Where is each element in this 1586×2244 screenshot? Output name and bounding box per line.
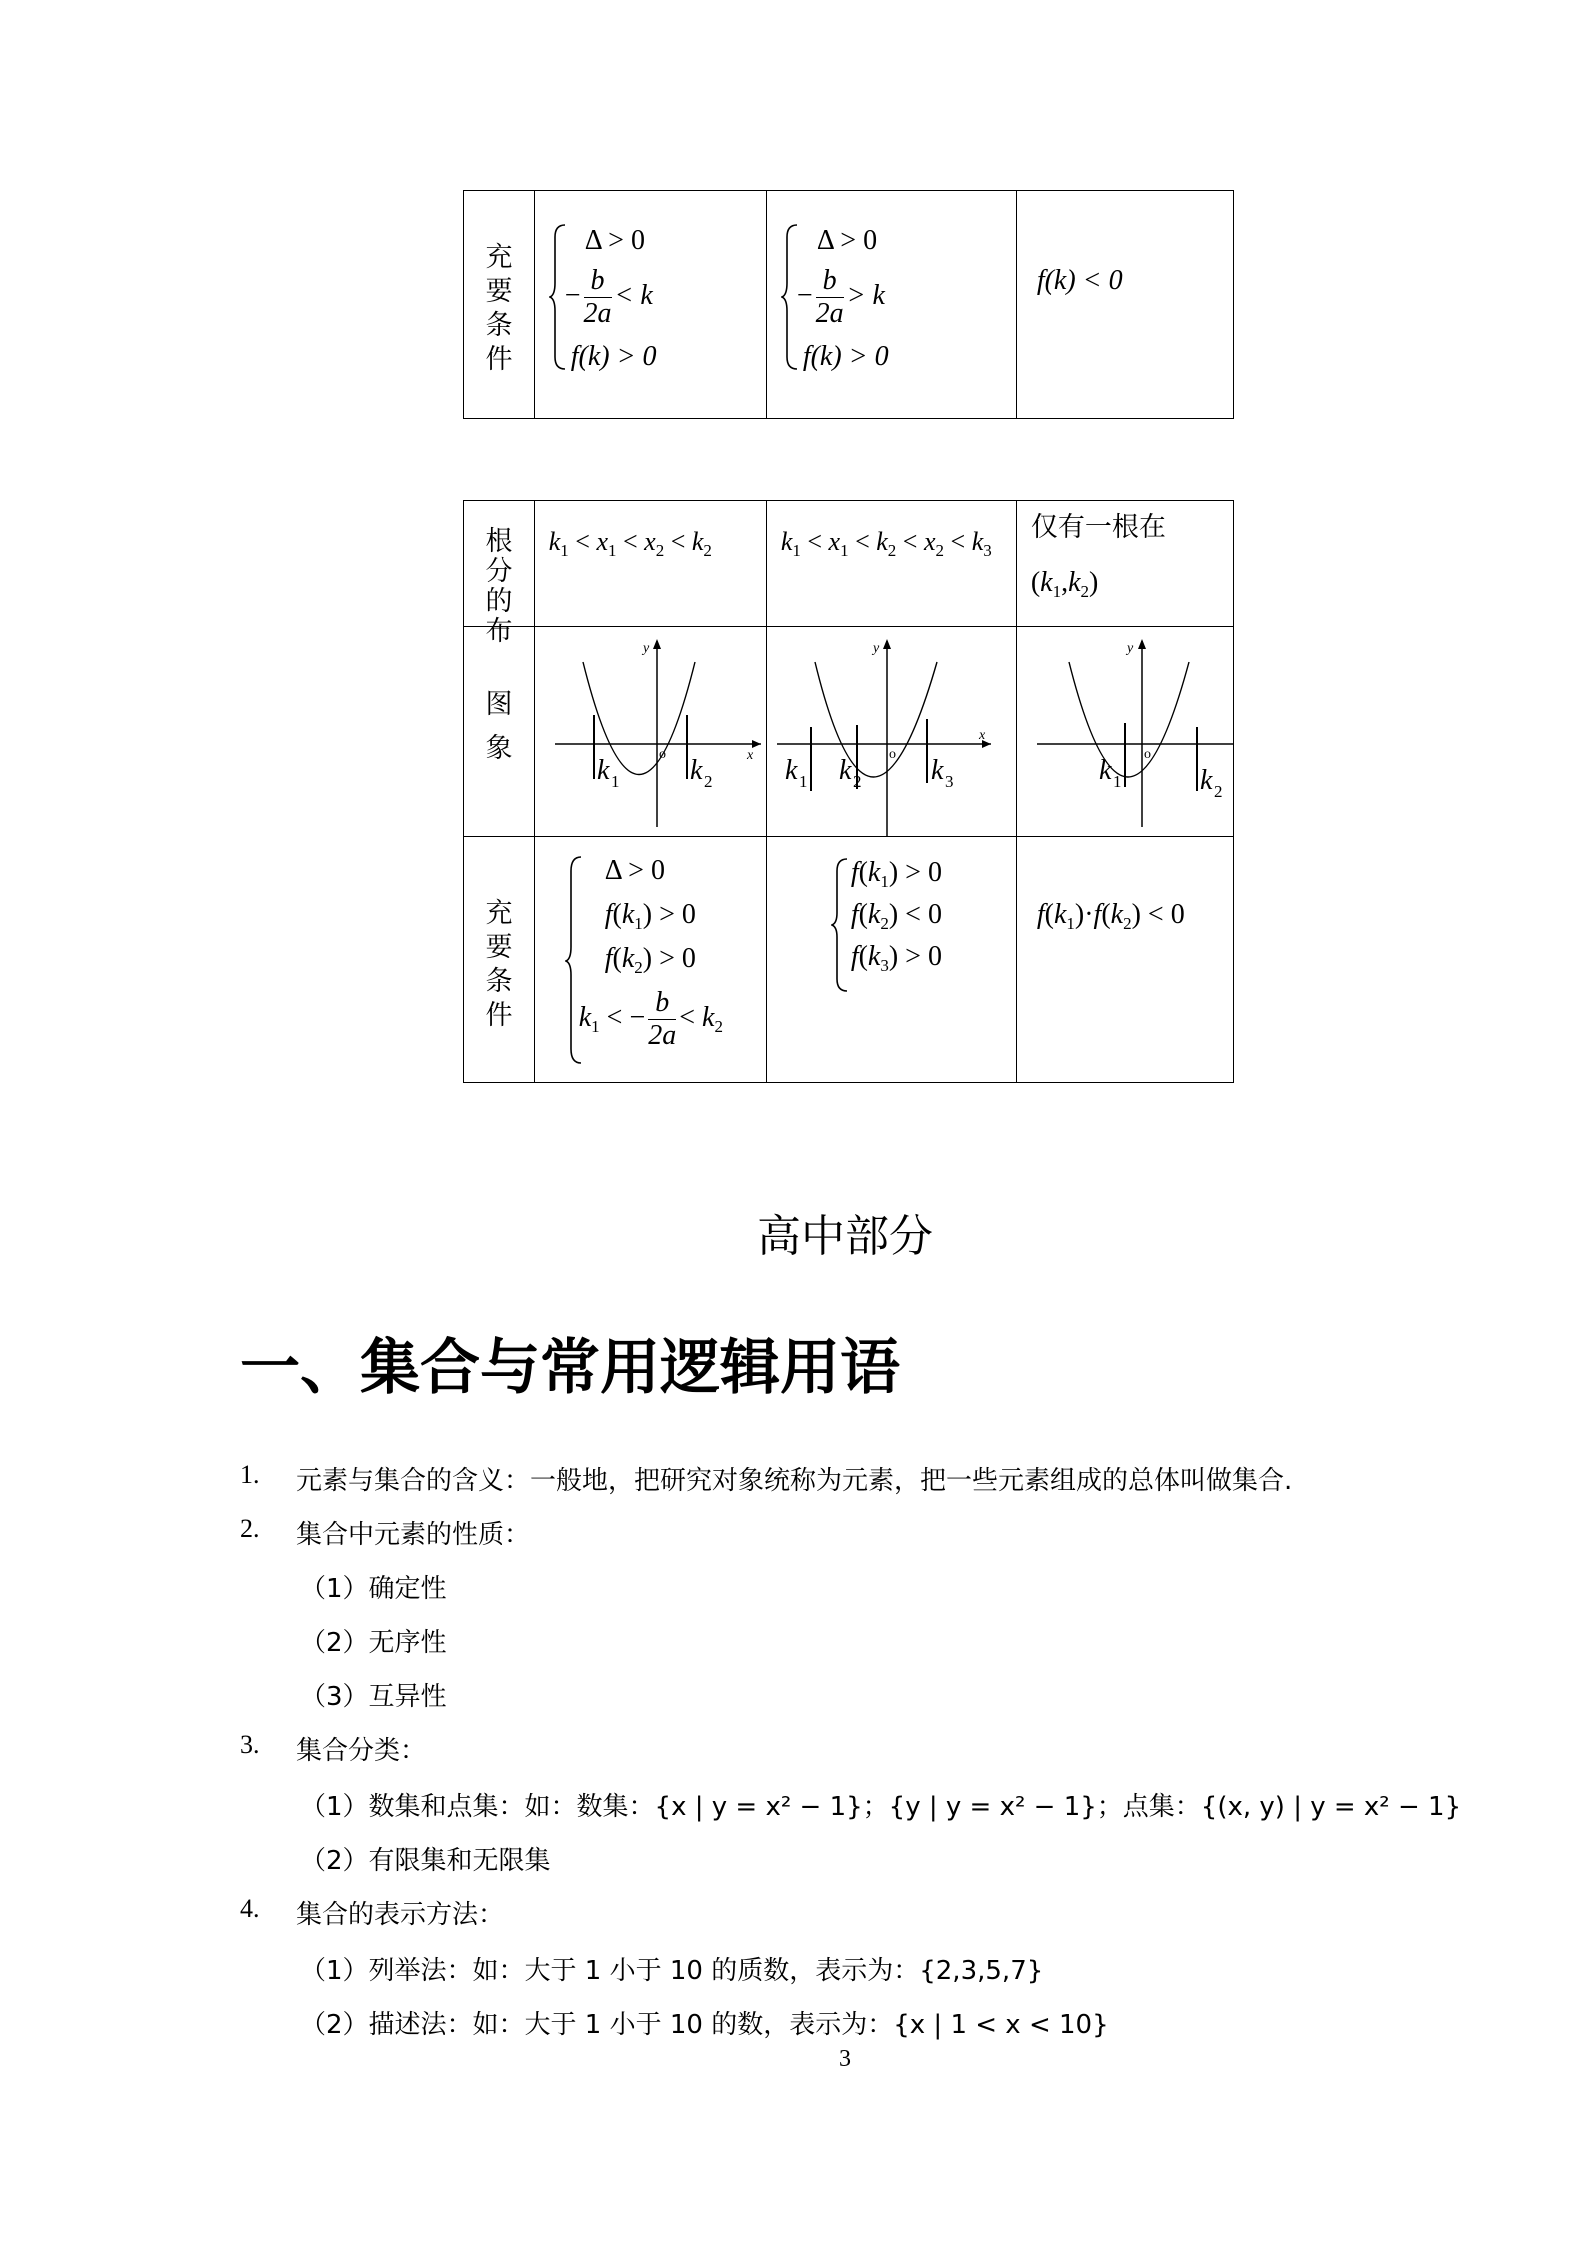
page-number: 3: [839, 2046, 851, 2072]
sub-item: （2）描述法：如：大于 1 小于 10 的数，表示为：{x | 1 < x < 10}: [300, 2010, 1109, 2040]
sub-item: （1）确定性: [300, 1574, 447, 1604]
graph-cell-1: [534, 627, 766, 837]
t1c2-line1: Δ > 0: [816, 225, 878, 256]
svg-text:3: 3: [944, 772, 954, 791]
c3-head-line2: $(k_1,k_2)$: [1030, 567, 1099, 601]
t1c2-line3: f(k) > 0: [802, 341, 889, 372]
svg-text:k: k: [689, 755, 703, 786]
label-cell: [464, 191, 535, 419]
svg-text:x: x: [978, 728, 986, 743]
svg-text:y: y: [872, 641, 880, 656]
conditions-table-top: [463, 190, 1234, 419]
svg-text:2: 2: [852, 772, 862, 791]
item-4-num: 4.: [240, 1894, 260, 1923]
item-2-num: 2.: [240, 1514, 260, 1543]
svg-text:1: 1: [1112, 772, 1122, 791]
parabola-graph-3: [1017, 627, 1234, 837]
svg-text:x: x: [746, 748, 753, 763]
svg-text:y: y: [642, 641, 649, 656]
sub-item: （2）有限集和无限集: [300, 1846, 551, 1876]
c2-cond-3: $f(k_3) > 0$: [850, 941, 942, 975]
parabola-graph-1: [535, 627, 767, 837]
item-1-num: 1.: [240, 1460, 260, 1489]
t2-c2-cond: [766, 837, 1016, 1083]
c1-head-text: $k_1 < x_1 < x_2 < k_2$: [548, 527, 712, 560]
svg-text:y: y: [1126, 641, 1134, 656]
t2-c1-cond: [534, 837, 766, 1083]
svg-text:2: 2: [703, 772, 713, 791]
row2-label-cell: [464, 627, 535, 837]
svg-text:k: k: [784, 755, 798, 786]
svg-text:k: k: [1199, 765, 1213, 796]
root-distribution-table: [463, 500, 1234, 1083]
c1-cond-1: Δ > 0: [604, 855, 665, 886]
t1-col3-cell: [1016, 191, 1233, 419]
section-title: 高中部分: [757, 1211, 933, 1262]
sub-item: （1）列举法：如：大于 1 小于 10 的质数，表示为：{2,3,5,7}: [300, 1956, 1044, 1986]
item-3-num: 3.: [240, 1730, 260, 1759]
c1-cond-4: $k_1$ < − $\frac{b}{2a}$ < $k_2$: [578, 987, 723, 1051]
svg-text:2: 2: [1213, 782, 1223, 801]
root-distribution-label: 根 分 的 布: [485, 526, 540, 647]
left-brace-icon: [831, 857, 851, 993]
item-1-text: 元素与集合的含义：一般地，把研究对象统称为元素，把一些元素组成的总体叫做集合.: [296, 1466, 1293, 1496]
svg-text:k: k: [930, 755, 944, 786]
parabola-graph-2: [767, 627, 1017, 837]
rel: < k: [614, 279, 653, 311]
svg-text:k: k: [1098, 755, 1112, 786]
t1c1-line2: − $\frac{b}{2a}$ < k: [564, 265, 653, 329]
t1c1-line3: f(k) > 0: [570, 341, 657, 372]
item-4-text: 集合的表示方法：: [296, 1900, 505, 1930]
row3-label-cell: [464, 837, 535, 1083]
c2-head-text: $k_1 < x_1 < k_2 < x_2 < k_3$: [780, 527, 992, 560]
c3-head-line1: 仅有一根在: [1030, 512, 1166, 543]
chapter-title: 一、集合与常用逻辑用语: [240, 1333, 900, 1403]
sub-item: （1）数集和点集：如：数集：{x | y = x² − 1}；{y | y = x² − 1}；点集：{(x, y) | y = x² − 1}: [300, 1792, 1462, 1822]
t2-c3-cond: [1016, 837, 1233, 1083]
t1c2-line2: − $\frac{b}{2a}$ > k: [796, 265, 885, 329]
c3-cond: $f(k_1)\cdot f(k_2) < 0$: [1036, 899, 1185, 933]
t2-c2-head: [766, 501, 1016, 627]
c1-cond-2: $f(k_1) > 0$: [604, 899, 696, 933]
svg-text:o: o: [658, 747, 666, 762]
label-chongyaotiaojian-2: 充 要 条 件: [485, 898, 513, 1031]
graph-cell-2: [766, 627, 1016, 837]
t2-c3-head: [1016, 501, 1233, 627]
graph-label: 图 象: [485, 689, 513, 764]
c2-cond-1: $f(k_1) > 0$: [850, 857, 942, 891]
label-chongyaotiaojian: 充 要 条 件: [485, 242, 513, 375]
svg-text:o: o: [888, 747, 896, 762]
t1c3-cond: f(k) < 0: [1036, 265, 1123, 296]
row1-label-cell: [464, 501, 540, 647]
sub-item: （3）互异性: [300, 1682, 447, 1712]
sub-item: （2）无序性: [300, 1628, 447, 1658]
t2-c1-head: [534, 501, 766, 627]
t1c1-line1: Δ > 0: [584, 225, 645, 256]
t1-col1-cell: [534, 191, 766, 419]
item-2-text: 集合中元素的性质：: [296, 1520, 531, 1550]
frac-num: b: [590, 265, 605, 296]
item-3-text: 集合分类：: [296, 1736, 427, 1766]
c2-cond-2: $f(k_2) < 0$: [850, 899, 942, 933]
graph-cell-3: [1016, 627, 1233, 837]
t1-col2-cell: [766, 191, 1016, 419]
svg-text:k: k: [596, 755, 610, 786]
svg-text:1: 1: [798, 772, 808, 791]
svg-text:1: 1: [610, 772, 620, 791]
svg-text:o: o: [1143, 747, 1151, 762]
frac-den: 2a: [583, 298, 612, 329]
svg-text:k: k: [838, 755, 852, 786]
c1-cond-3: $f(k_2) > 0$: [604, 943, 696, 977]
